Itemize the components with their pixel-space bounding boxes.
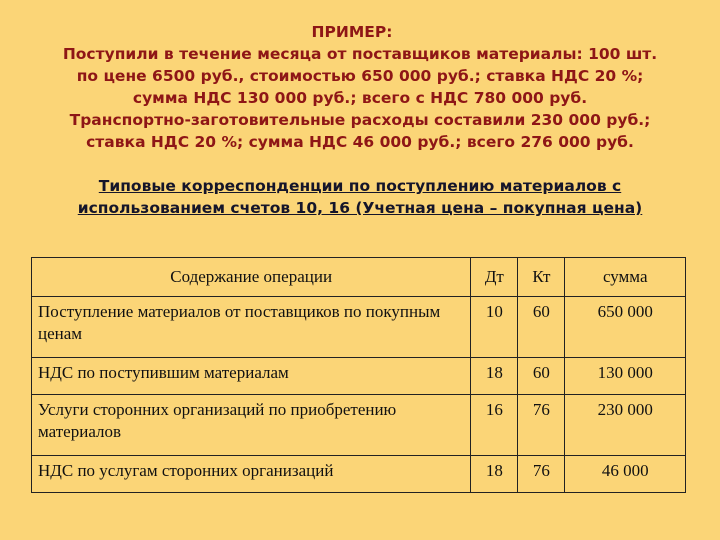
cell-debit: 16 xyxy=(471,395,518,456)
example-line: сумма НДС 130 000 руб.; всего с НДС 780 000 руб. xyxy=(132,89,588,107)
section-title-line: Типовые корреспонденции по поступлению материалов с xyxy=(98,177,622,195)
example-line: Транспортно-заготовительные расходы составили 230 000 руб.; xyxy=(69,111,651,129)
cell-operation: Услуги сторонних организаций по приобретению материалов xyxy=(32,395,471,456)
example-heading: ПРИМЕР: xyxy=(311,23,393,41)
table-row xyxy=(32,358,686,395)
cell-credit: 76 xyxy=(518,456,565,493)
cell-sum: 650 000 xyxy=(565,297,686,358)
cell-credit: 60 xyxy=(518,358,565,395)
example-line: Поступили в течение месяца от поставщиков материалы: 100 шт. xyxy=(62,45,658,63)
cell-debit: 18 xyxy=(471,358,518,395)
cell-operation: НДС по поступившим материалам xyxy=(32,358,471,395)
table-row xyxy=(32,297,686,358)
example-line: по цене 6500 руб., стоимостью 650 000 руб.; ставка НДС 20 %; xyxy=(76,67,644,85)
cell-operation: НДС по услугам сторонних организаций xyxy=(32,456,471,493)
example-block xyxy=(20,21,700,153)
cell-debit: 18 xyxy=(471,456,518,493)
cell-credit: 76 xyxy=(518,395,565,456)
header-credit: Кт xyxy=(518,258,565,297)
cell-sum: 230 000 xyxy=(565,395,686,456)
table-row xyxy=(32,456,686,493)
header-operation: Содержание операции xyxy=(32,258,471,297)
cell-debit: 10 xyxy=(471,297,518,358)
operations-table xyxy=(31,257,686,493)
section-title-line: использованием счетов 10, 16 (Учетная цена – покупная цена) xyxy=(77,199,643,217)
cell-sum: 130 000 xyxy=(565,358,686,395)
header-debit: Дт xyxy=(471,258,518,297)
cell-operation: Поступление материалов от поставщиков по покупным ценам xyxy=(32,297,471,358)
table-row xyxy=(32,395,686,456)
section-title xyxy=(20,175,700,219)
header-sum: сумма xyxy=(565,258,686,297)
cell-credit: 60 xyxy=(518,297,565,358)
table-header-row xyxy=(32,258,686,297)
cell-sum: 46 000 xyxy=(565,456,686,493)
example-line: ставка НДС 20 %; сумма НДС 46 000 руб.; всего 276 000 руб. xyxy=(86,133,634,151)
